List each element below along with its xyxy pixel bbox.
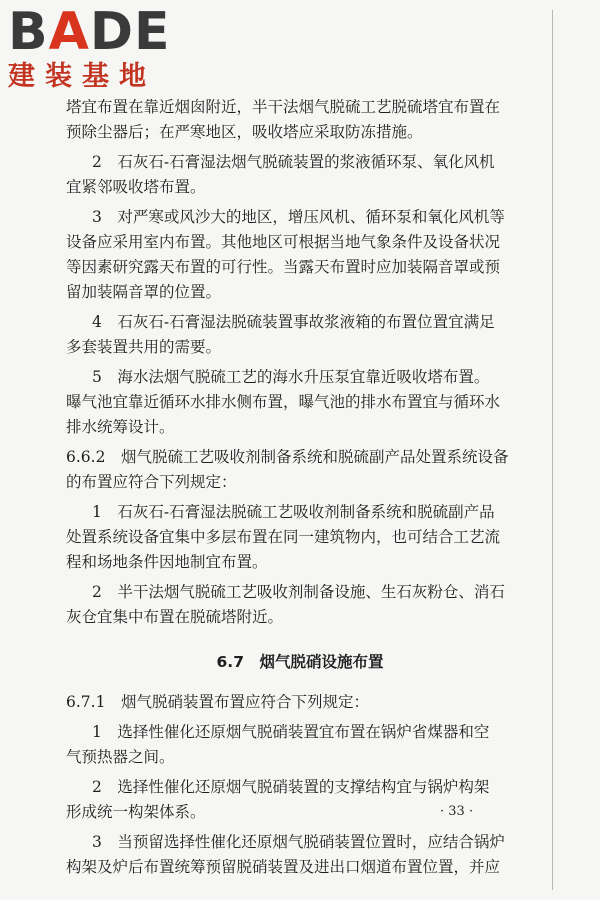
text-line: 形成统一构架体系。 bbox=[66, 803, 206, 821]
page-edge-line bbox=[552, 10, 553, 890]
text-line: 处置系统设备宜集中多层布置在同一建筑物内，也可结合工艺流 bbox=[66, 528, 501, 546]
text-line: 灰仓宜集中布置在脱硫塔附近。 bbox=[66, 608, 284, 626]
text-line: 3 对严寒或风沙大的地区，增压风机、循环泵和氧化风机等 bbox=[92, 208, 505, 226]
text-line: 1 选择性催化还原烟气脱硝装置宜布置在锅炉省煤器和空 bbox=[92, 723, 490, 741]
text-line: 预除尘器后；在严寒地区，吸收塔应采取防冻措施。 bbox=[66, 123, 423, 141]
text-line: 5 海水法烟气脱硫工艺的海水升压泵宜靠近吸收塔布置。 bbox=[92, 368, 490, 386]
text-line: 4 石灰石-石膏湿法脱硫装置事故浆液箱的布置位置宜满足 bbox=[92, 313, 495, 331]
section-heading-6-7: 6.7 烟气脱硝设施布置 bbox=[216, 653, 384, 671]
text-line: 的布置应符合下列规定： bbox=[66, 473, 237, 491]
text-line: 2 选择性催化还原烟气脱硝装置的支撑结构宜与锅炉构架 bbox=[92, 778, 490, 796]
logo-wordmark: BADE bbox=[8, 2, 171, 62]
text-line: 设备应采用室内布置。其他地区可根据当地气象条件及设备状况 bbox=[66, 233, 501, 251]
page-number: · 33 · bbox=[440, 804, 474, 819]
text-line: 构架及炉后布置统筹预留脱硝装置及进出口烟道布置位置，并应 bbox=[66, 858, 501, 876]
text-line: 曝气池宜靠近循环水排水侧布置，曝气池的排水布置宜与循环水 bbox=[66, 393, 501, 411]
text-line: 多套装置共用的需要。 bbox=[66, 338, 222, 356]
clause-6-7-1: 6.7.1 烟气脱硝装置布置应符合下列规定： bbox=[66, 693, 369, 711]
logo-subtitle: 建装基地 bbox=[8, 61, 156, 92]
text-line: 3 当预留选择性催化还原烟气脱硝装置位置时，应结合锅炉 bbox=[92, 833, 505, 851]
bade-logo bbox=[8, 2, 171, 92]
text-line: 2 半干法烟气脱硫工艺吸收剂制备设施、生石灰粉仓、消石 bbox=[92, 583, 505, 601]
text-line: 2 石灰石-石膏湿法烟气脱硫装置的浆液循环泵、氧化风机 bbox=[92, 153, 495, 171]
clause-6-6-2: 6.6.2 烟气脱硫工艺吸收剂制备系统和脱硫副产品处置系统设备 bbox=[66, 448, 509, 466]
text-line: 塔宜布置在靠近烟囱附近，半干法烟气脱硫工艺脱硫塔宜布置在 bbox=[66, 98, 501, 116]
text-line: 留加装隔音罩的位置。 bbox=[66, 283, 222, 301]
text-line: 气预热器之间。 bbox=[66, 748, 175, 766]
text-line: 程和场地条件因地制宜布置。 bbox=[66, 553, 268, 571]
text-line: 宜紧邻吸收塔布置。 bbox=[66, 178, 206, 196]
text-line: 等因素研究露天布置的可行性。当露天布置时应加装隔音罩或预 bbox=[66, 258, 501, 276]
text-line: 排水统筹设计。 bbox=[66, 418, 175, 436]
text-line: 1 石灰石-石膏湿法脱硫工艺吸收剂制备系统和脱硫副产品 bbox=[92, 503, 495, 521]
